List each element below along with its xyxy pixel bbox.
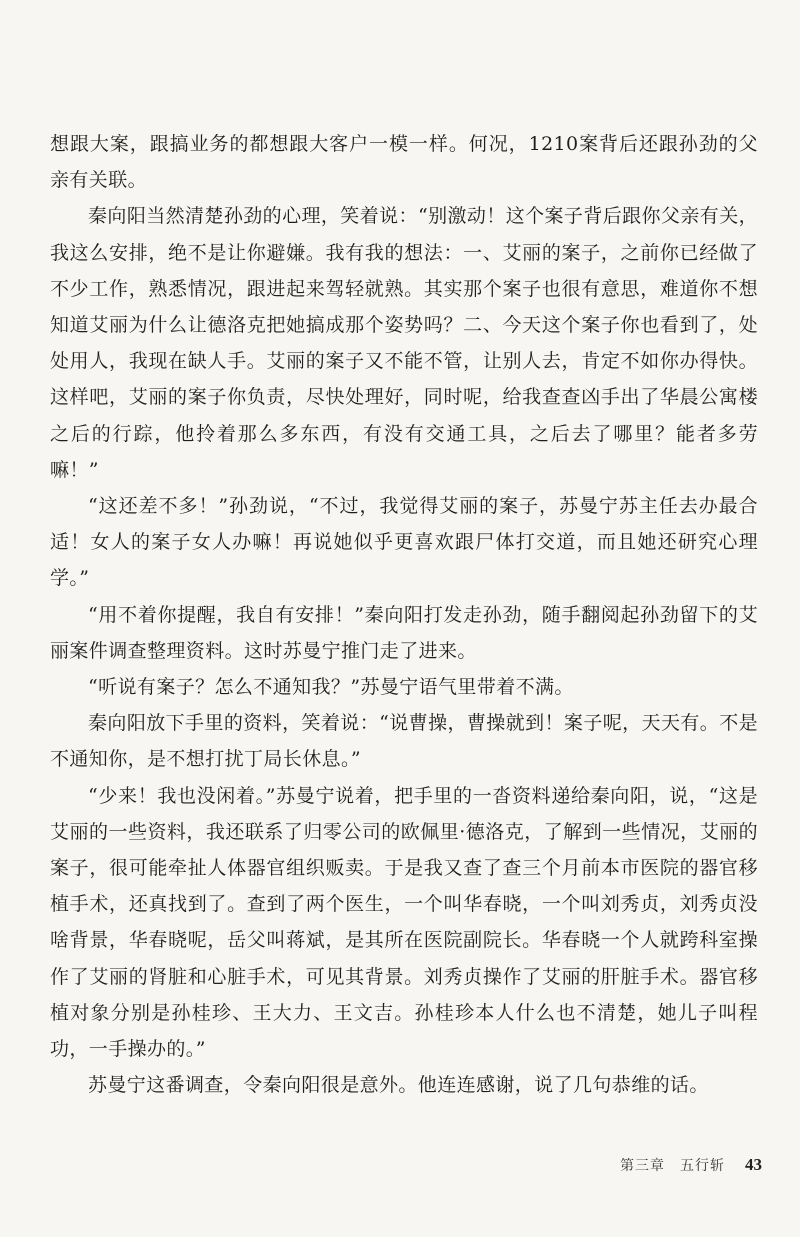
paragraph-1: 想跟大案，跟搞业务的都想跟大客户一模一样。何况，1210案背后还跟孙劲的父亲有关联。 [50, 133, 758, 192]
chapter-title: 第三章 五行斩 [620, 1158, 725, 1174]
paragraph-4: “用不着你提醒，我自有安排！”秦向阳打发走孙劲，随手翻阅起孙劲留下的艾丽案件调查整理资料。这时苏曼宁推门走了进来。 [50, 603, 758, 662]
page-number: 43 [745, 1155, 762, 1174]
paragraph-3: “这还差不多！”孙劲说，“不过，我觉得艾丽的案子，苏曼宁苏主任去办最合适！女人的案子女人办嘛！再说她似乎更喜欢跟尸体打交道，而且她还研究心理学。” [50, 495, 758, 590]
paragraph-2: 秦向阳当然清楚孙劲的心理，笑着说：“别激动！这个案子背后跟你父亲有关，我这么安排，绝不是让你避嫌。我有我的想法：一、艾丽的案子，之前你已经做了不少工作，熟悉情况，跟进起来驾轻就熟。其实那个案子也很有意思，难道你不想知道艾丽为什么让德洛克把她搞成那个姿势吗？二、今天这个案子你也看到了，处处用人，我现在缺人手。艾丽的案子又不能不管，让别人去，肯定不如你办得快。这样吧，艾丽的案子你负责，尽快处理好，同时呢，给我查查凶手出了华晨公寓楼之后的行踪，他拎着那么多东西，有没有交通工具，之后去了哪里？能者多劳嘛！” [50, 205, 758, 481]
paragraph-8: 苏曼宁这番调查，令秦向阳很是意外。他连连感谢，说了几句恭维的话。 [88, 1074, 709, 1097]
page-footer [620, 1155, 762, 1179]
paragraph-5: “听说有案子？怎么不通知我？”苏曼宁语气里带着不满。 [88, 676, 574, 699]
body-text [50, 126, 758, 1103]
paragraph-7: “少来！我也没闲着。”苏曼宁说着，把手里的一沓资料递给秦向阳，说，“这是艾丽的一些资料，我还联系了归零公司的欧佩里·德洛克，了解到一些情况，艾丽的案子，很可能牵扯人体器官组织贩卖。于是我又查了查三个月前本市医院的器官移植手术，还真找到了。查到了两个医生，一个叫华春晓，一个叫刘秀贞，刘秀贞没啥背景，华春晓呢，岳父叫蒋斌，是其所在医院副院长。华春晓一个人就跨科室操作了艾丽的肾脏和心脏手术，可见其背景。刘秀贞操作了艾丽的肝脏手术。器官移植对象分别是孙桂珍、王大力、王文吉。孙桂珍本人什么也不清楚，她儿子叫程功，一手操办的。” [50, 784, 758, 1061]
paragraph-6: 秦向阳放下手里的资料，笑着说：“说曹操，曹操就到！案子呢，天天有。不是不通知你，是不想打扰丁局长休息。” [50, 712, 758, 771]
